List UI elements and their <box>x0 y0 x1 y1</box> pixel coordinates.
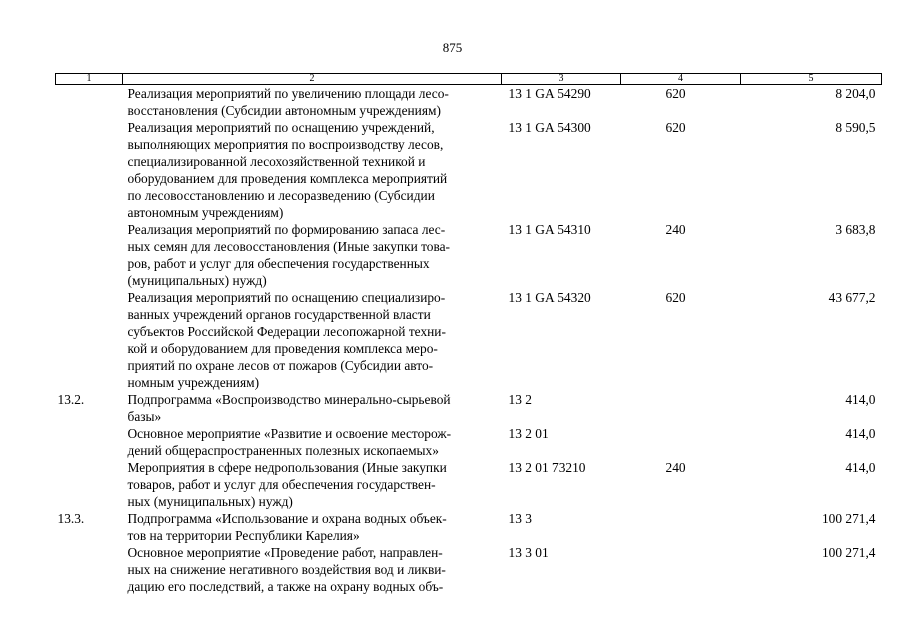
row-description <box>123 289 502 391</box>
header-row <box>56 74 882 85</box>
expense-type-code: 620 <box>665 86 686 101</box>
description-line: Реализация мероприятий по формированию запаса лес- <box>127 222 446 237</box>
row-description <box>123 459 502 510</box>
description-line: Реализация мероприятий по увеличению площади лесо- <box>127 86 449 101</box>
table-row <box>56 119 882 221</box>
description-line: тов на территории Республики Карелия» <box>127 528 360 543</box>
table-row <box>56 85 882 120</box>
description-line: приятий по охране лесов от пожаров (Субсидии авто- <box>127 358 434 373</box>
description-line: восстановления (Субсидии автономным учреждениям) <box>127 103 441 118</box>
amount: 3 683,8 <box>835 222 876 237</box>
table-row <box>56 221 882 289</box>
page-number: 875 <box>442 40 463 55</box>
row-number: 13.2. <box>57 392 85 407</box>
expense-type-code <box>621 425 741 459</box>
table-row <box>56 510 882 544</box>
row-number <box>56 119 123 221</box>
description-line: специализированной лесохозяйственной техникой и <box>127 154 426 169</box>
amount: 100 271,4 <box>821 511 876 526</box>
description-line: базы» <box>127 409 162 424</box>
expense-type-code: 620 <box>665 290 686 305</box>
description-line: номным учреждениям) <box>127 375 260 390</box>
row-number <box>56 544 123 595</box>
expense-type-code <box>621 391 741 425</box>
description-line: ных на снижение негативного воздействия вод и ликви- <box>127 562 446 577</box>
table-row <box>56 459 882 510</box>
description-line: Подпрограмма «Воспроизводство минерально-сырьевой <box>127 392 451 407</box>
description-line: Подпрограмма «Использование и охрана водных объек- <box>127 511 447 526</box>
amount: 414,0 <box>845 460 876 475</box>
expense-type-code <box>621 510 741 544</box>
target-code: 13 2 01 <box>508 426 549 441</box>
row-description <box>123 119 502 221</box>
row-number <box>56 459 123 510</box>
row-description <box>123 510 502 544</box>
description-line: по лесовосстановлению и лесоразведению (Субсидии <box>127 188 435 203</box>
row-description <box>123 221 502 289</box>
row-number <box>56 425 123 459</box>
header-col-1: 1 <box>56 74 123 85</box>
description-line: ных семян для лесовосстановления (Иные закупки това- <box>127 239 451 254</box>
description-line: дений общераспространенных полезных ископаемых» <box>127 443 439 458</box>
description-line: Мероприятия в сфере недропользования (Иные закупки <box>127 460 447 475</box>
amount: 414,0 <box>845 426 876 441</box>
description-line: Реализация мероприятий по оснащению учреждений, <box>127 120 435 135</box>
target-code: 13 1 GA 54320 <box>508 290 591 305</box>
description-line: Основное мероприятие «Проведение работ, направлен- <box>127 545 443 560</box>
header-col-3: 3 <box>502 74 621 85</box>
row-description <box>123 391 502 425</box>
amount: 8 204,0 <box>835 86 876 101</box>
header-col-4: 4 <box>621 74 741 85</box>
description-line: автономным учреждениям) <box>127 205 284 220</box>
table-body <box>56 85 882 596</box>
description-line: Реализация мероприятий по оснащению специализиро- <box>127 290 446 305</box>
description-line: кой и оборудованием для проведения комплекса меро- <box>127 341 438 356</box>
description-line: товаров, работ и услуг для обеспечения государствен- <box>127 477 436 492</box>
expense-type-code: 240 <box>665 222 686 237</box>
row-description <box>123 425 502 459</box>
target-code: 13 1 GA 54310 <box>508 222 591 237</box>
target-code: 13 1 GA 54290 <box>508 86 591 101</box>
target-code: 13 3 <box>508 511 532 526</box>
table-row <box>56 544 882 595</box>
expense-type-code <box>621 544 741 595</box>
target-code: 13 3 01 <box>508 545 549 560</box>
header-col-2: 2 <box>123 74 502 85</box>
amount: 43 677,2 <box>828 290 876 305</box>
row-description <box>123 85 502 120</box>
amount: 8 590,5 <box>835 120 876 135</box>
description-line: ных (муниципальных) нужд) <box>127 494 293 509</box>
table-header <box>56 74 882 85</box>
description-line: (муниципальных) нужд) <box>127 273 267 288</box>
amount: 414,0 <box>845 392 876 407</box>
expense-type-code: 620 <box>665 120 686 135</box>
budget-table <box>55 73 882 595</box>
target-code: 13 2 <box>508 392 532 407</box>
target-code: 13 2 01 73210 <box>508 460 586 475</box>
description-line: ванных учреждений органов государственной власти <box>127 307 431 322</box>
table-row <box>56 289 882 391</box>
description-line: выполняющих мероприятия по воспроизводству лесов, <box>127 137 444 152</box>
amount: 100 271,4 <box>821 545 876 560</box>
table-row <box>56 425 882 459</box>
table-row <box>56 391 882 425</box>
row-number <box>56 85 123 120</box>
row-number <box>56 221 123 289</box>
row-description <box>123 544 502 595</box>
row-number: 13.3. <box>57 511 85 526</box>
target-code: 13 1 GA 54300 <box>508 120 591 135</box>
description-line: дацию его последствий, а также на охрану водных объ- <box>127 579 444 594</box>
description-line: субъектов Российской Федерации лесопожарной техни- <box>127 324 446 339</box>
expense-type-code: 240 <box>665 460 686 475</box>
description-line: оборудованием для проведения комплекса мероприятий <box>127 171 448 186</box>
row-number <box>56 289 123 391</box>
description-line: Основное мероприятие «Развитие и освоение месторож- <box>127 426 452 441</box>
header-col-5: 5 <box>741 74 882 85</box>
description-line: ров, работ и услуг для обеспечения государственных <box>127 256 430 271</box>
